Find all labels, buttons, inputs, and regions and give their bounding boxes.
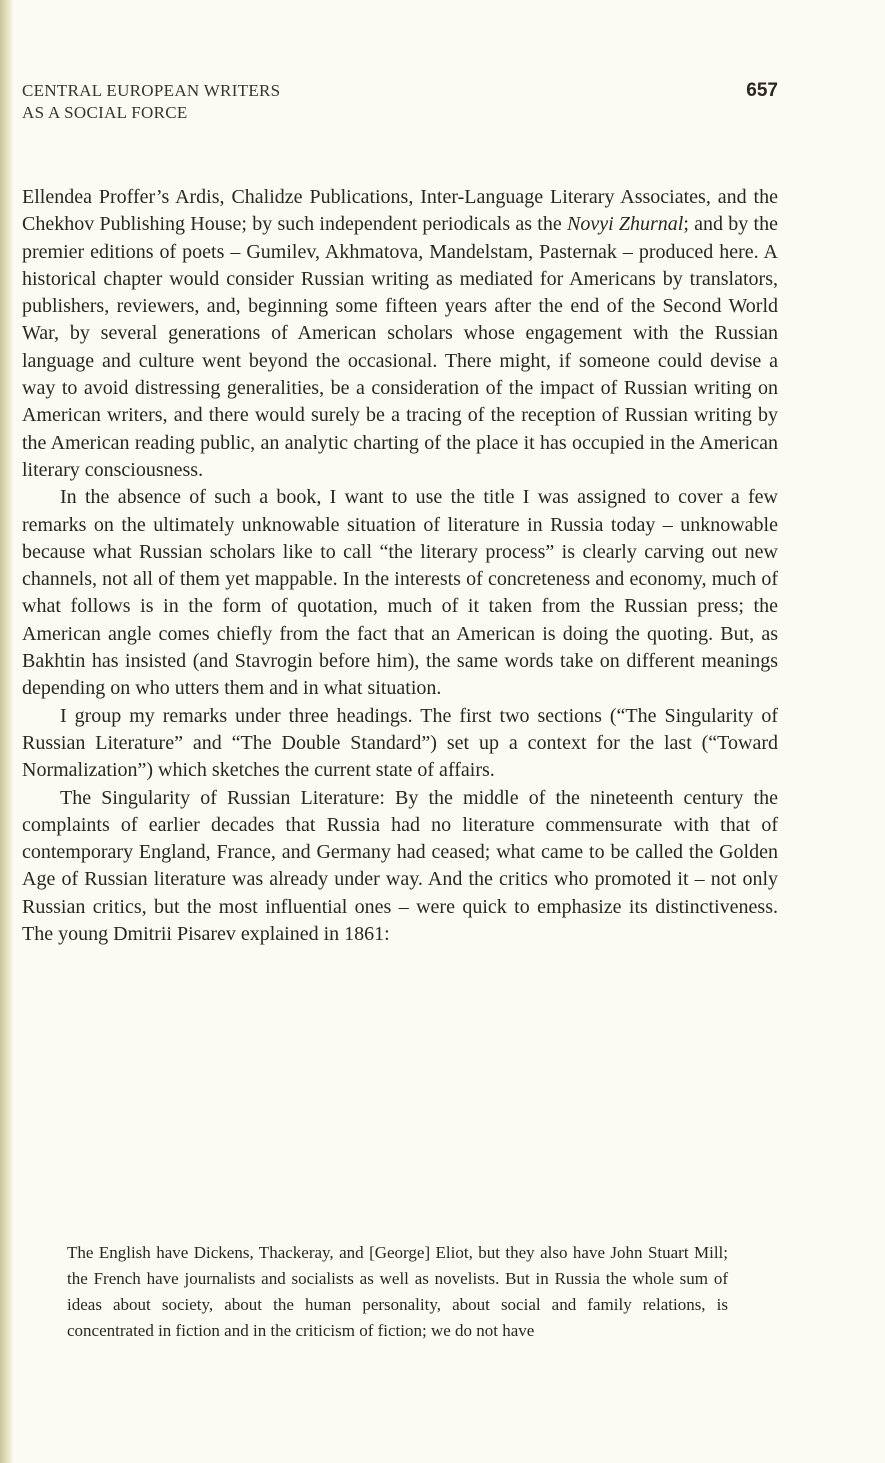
paragraph-1-part-a: Ellendea Proffer’s Ardis, Chalidze Publications, Inter-Language Literary Associates, and the Chekhov Publishing House; by such independent periodicals as the bbox=[22, 186, 778, 236]
paragraph-1 bbox=[22, 184, 778, 484]
paragraph-3: I group my remarks under three headings. The first two sections (“The Singularity of Russian Literature” and “The Double Standard”) set up a context for the last (“Toward Normalization”) which sketches the current state of affairs. bbox=[22, 704, 778, 782]
periodical-title: Novyi Zhurnal bbox=[566, 213, 684, 236]
paragraph-4: The Singularity of Russian Literature: By the middle of the nineteenth century the complaints of earlier decades that Russia had no literature commensurate with that of contemporary England, France, and Germany had ceased; what came to be called the Golden Age of Russian literature was already under way. And the critics who promoted it – not only Russian critics, but the most influential ones – were quick to emphasize its distinctiveness. The young Dmitrii Pisarev explained in 1861: bbox=[22, 786, 778, 946]
paragraph-1-part-b: ; and by the premier editions of poets – Gumilev, Akhmatova, Mandelstam, Pasternak – produced here. A historical chapter would consider Russian writing as mediated for Americans by translators, publishers, reviewers, and, beginning some fifteen years after the end of the Second World War, by several generations of American scholars whose engagement with the Russian language and culture went beyond the occasional. There might, if someone could devise a way to avoid distressing generalities, be a consideration of the impact of Russian writing on American writers, and there would surely be a tracing of the reception of Russian writing by the American reading public, an analytic charting of the place it has occupied in the American literary consciousness. bbox=[22, 213, 778, 481]
paragraph-2: In the absence of such a book, I want to use the title I was assigned to cover a few remarks on the ultimately unknowable situation of literature in Russia today – unknowable because what Russian scholars like to call “the literary process” is clearly carving out new channels, not all of them yet mappable. In the interests of concreteness and economy, much of what follows is in the form of quotation, much of it taken from the Russian press; the American angle comes chiefly from the fact that an American is doing the quoting. But, as Bakhtin has insisted (and Stavrogin before him), the same words take on different meanings depending on who utters them and in what situation. bbox=[22, 486, 778, 700]
block-quote: The English have Dickens, Thackeray, and [George] Eliot, but they also have John Stuart Mill; the French have journalists and socialists as well as novelists. But in Russia the whole sum of ideas about society, about the human personality, about social and family relations, is concentrated in fiction and in the criticism of fiction; we do not have bbox=[67, 1243, 728, 1340]
running-title: CENTRAL EUROPEAN WRITERS AS A SOCIAL FORCE bbox=[22, 81, 281, 122]
page-gutter-shadow bbox=[0, 0, 14, 1463]
main-text bbox=[22, 184, 778, 948]
page-number: 657 bbox=[746, 80, 778, 101]
running-head bbox=[22, 80, 778, 126]
